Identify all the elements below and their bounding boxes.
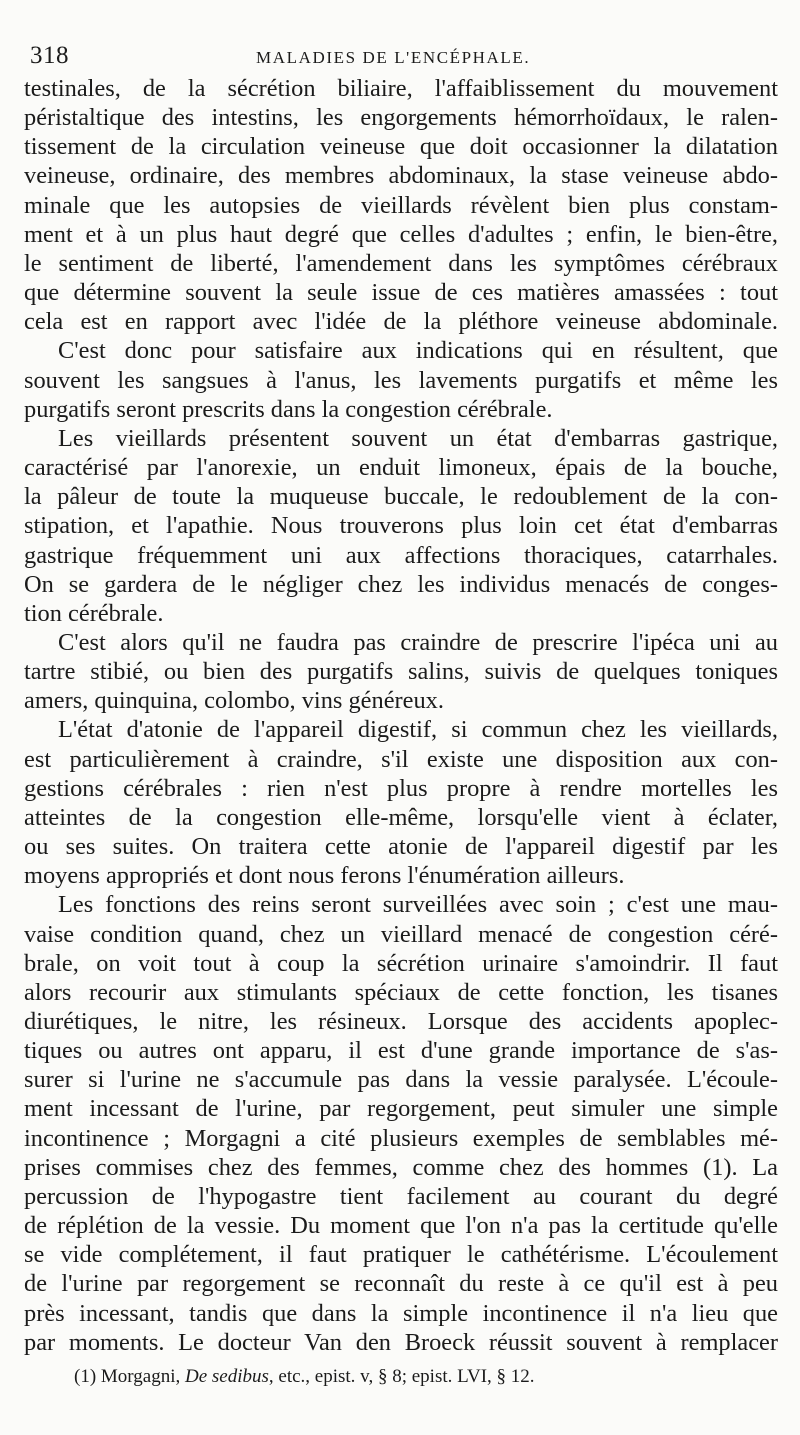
text-line: C'est donc pour satisfaire aux indications qui en résultent, que bbox=[58, 337, 778, 365]
text-line: le sentiment de liberté, l'amendement dans les symptômes cérébraux bbox=[24, 249, 778, 277]
text-line: diurétiques, le nitre, les résineux. Lorsque des accidents apoplec- bbox=[24, 1008, 778, 1035]
text-line: Les fonctions des reins seront surveillées avec soin ; c'est une mau- bbox=[58, 891, 778, 919]
page-number: 318 bbox=[30, 42, 69, 69]
text-line: près incessant, tandis que dans la simple incontinence il n'a lieu que bbox=[24, 1299, 778, 1327]
text-line: amers, quinquina, colombo, vins généreux. bbox=[24, 687, 444, 715]
text-line: péristaltique des intestins, les engorgements hémorrhoïdaux, le ralen- bbox=[24, 104, 778, 132]
text-line: minale que les autopsies de vieillards révèlent bien plus constam- bbox=[24, 191, 778, 219]
text-line: moyens appropriés et dont nous ferons l'énumération ailleurs. bbox=[24, 862, 625, 890]
text-line: alors recourir aux stimulants spéciaux de cette fonction, les tisanes bbox=[24, 978, 778, 1006]
text-line: est particulièrement à craindre, s'il existe une disposition aux con- bbox=[24, 745, 778, 773]
text-line: tartre stibié, ou bien des purgatifs salins, suivis de quelques toniques bbox=[24, 658, 778, 686]
text-line: gastrique fréquemment uni aux affections thoraciques, catarrhales. bbox=[24, 541, 778, 569]
paragraph-2 bbox=[24, 336, 778, 423]
text-line: cela est en rapport avec l'idée de la pléthore veineuse abdominale. bbox=[24, 308, 778, 336]
text-line: caractérisé par l'anorexie, un enduit limoneux, épais de la bouche, bbox=[24, 454, 778, 482]
paragraph-6 bbox=[24, 890, 778, 1357]
text-line: se vide complétement, il faut pratiquer le cathétérisme. L'écoulement bbox=[24, 1241, 778, 1269]
body-text bbox=[24, 74, 778, 1357]
text-line: incontinence ; Morgagni a cité plusieurs exemples de semblables mé- bbox=[24, 1124, 778, 1152]
text-line: purgatifs seront prescrits dans la congestion cérébrale. bbox=[24, 395, 553, 423]
paragraph-5 bbox=[24, 715, 778, 890]
paragraph-3 bbox=[24, 424, 778, 628]
text-line: ment incessant de l'urine, par regorgement, peut simuler une simple bbox=[24, 1095, 778, 1123]
footnote-marker: (1) Morgagni, bbox=[74, 1366, 185, 1387]
text-line: atteintes de la congestion elle-même, lorsqu'elle vient à éclater, bbox=[24, 803, 778, 831]
text-line: L'état d'atonie de l'appareil digestif, si commun chez les vieillards, bbox=[58, 716, 778, 744]
text-line: percussion de l'hypogastre tient facilement au courant du degré bbox=[24, 1182, 778, 1210]
text-line: On se gardera de le négliger chez les individus menacés de conges- bbox=[24, 570, 778, 598]
text-line: gestions cérébrales : rien n'est plus propre à rendre mortelles les bbox=[24, 774, 778, 802]
page-header bbox=[24, 38, 774, 68]
text-line: stipation, et l'apathie. Nous trouverons plus loin cet état d'embarras bbox=[24, 512, 778, 540]
text-line: vaise condition quand, chez un vieillard menacé de congestion céré- bbox=[24, 920, 778, 948]
footnote bbox=[74, 1366, 535, 1388]
text-line: de l'urine par regorgement se reconnaît du reste à ce qu'il est à peu bbox=[24, 1270, 778, 1298]
text-line: surer si l'urine ne s'accumule pas dans la vessie paralysée. L'écoule- bbox=[24, 1066, 778, 1094]
running-head: MALADIES DE L'ENCÉPHALE. bbox=[256, 48, 531, 67]
text-line: testinales, de la sécrétion biliaire, l'affaiblissement du mouvement bbox=[24, 75, 778, 102]
text-line: de réplétion de la vessie. Du moment que l'on n'a pas la certitude qu'elle bbox=[24, 1212, 778, 1240]
text-line: brale, on voit tout à coup la sécrétion urinaire s'amoindrir. Il faut bbox=[24, 949, 778, 977]
text-line: veineuse, ordinaire, des membres abdominaux, la stase veineuse abdo- bbox=[24, 162, 778, 190]
text-line: souvent les sangsues à l'anus, les lavements purgatifs et même les bbox=[24, 366, 778, 394]
text-line: tion cérébrale. bbox=[24, 599, 164, 627]
paragraph-1 bbox=[24, 74, 778, 336]
text-line: tissement de la circulation veineuse que doit occasionner la dilatation bbox=[24, 133, 778, 161]
text-line: C'est alors qu'il ne faudra pas craindre de prescrire l'ipéca uni au bbox=[58, 628, 778, 656]
paragraph-4 bbox=[24, 628, 778, 715]
footnote-title: De sedibus bbox=[185, 1366, 269, 1387]
footnote-reference: , etc., epist. v, § 8; epist. LVI, § 12. bbox=[268, 1366, 535, 1387]
text-line: prises commises chez des femmes, comme chez des hommes (1). La bbox=[24, 1153, 778, 1181]
text-line: la pâleur de toute la muqueuse buccale, le redoublement de la con- bbox=[24, 483, 778, 511]
text-line: Les vieillards présentent souvent un état d'embarras gastrique, bbox=[58, 424, 778, 452]
text-line: ment et à un plus haut degré que celles d'adultes ; enfin, le bien-être, bbox=[24, 220, 778, 248]
text-line: par moments. Le docteur Van den Broeck réussit souvent à remplacer bbox=[24, 1328, 778, 1356]
text-line: ou ses suites. On traitera cette atonie de l'appareil digestif par les bbox=[24, 833, 778, 861]
text-line: que détermine souvent la seule issue de ces matières amassées : tout bbox=[24, 279, 778, 307]
text-line: tiques ou autres ont apparu, il est d'une grande importance de s'as- bbox=[24, 1037, 778, 1065]
